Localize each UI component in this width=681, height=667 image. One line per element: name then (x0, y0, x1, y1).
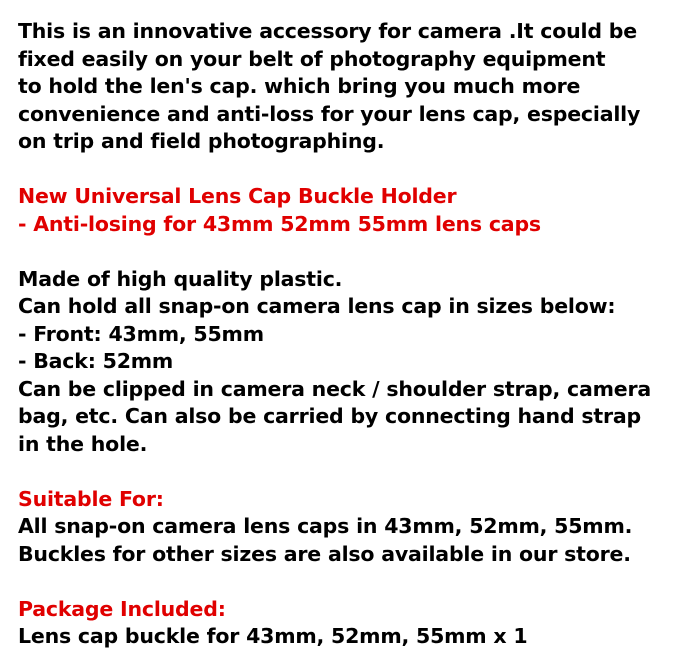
details-line: - Front: 43mm, 55mm (18, 321, 264, 346)
suitable-section (18, 486, 668, 569)
details-line: bag, etc. Can also be carried by connecting hand strap (18, 404, 641, 428)
suitable-line: All snap-on camera lens caps in 43mm, 52mm, 55mm. (18, 514, 633, 538)
product-title-line: New Universal Lens Cap Buckle Holder (18, 184, 457, 208)
product-description (18, 18, 668, 651)
intro-line: This is an innovative accessory for camera .It could be (18, 19, 637, 43)
package-line: Lens cap buckle for 43mm, 52mm, 55mm x 1 (18, 624, 528, 648)
suitable-line: Buckles for other sizes are also available in our store. (18, 541, 631, 566)
package-heading: Package Included: (18, 596, 226, 621)
product-title (18, 183, 668, 238)
intro-line: fixed easily on your belt of photography equipment (18, 46, 606, 71)
details-paragraph (18, 266, 668, 459)
details-line: Can hold all snap-on camera lens cap in sizes below: (18, 294, 616, 318)
details-line: - Back: 52mm (18, 349, 174, 373)
intro-line: on trip and field photographing. (18, 129, 385, 153)
package-section (18, 596, 668, 651)
details-line: in the hole. (18, 431, 148, 456)
product-subtitle-line: - Anti-losing for 43mm 52mm 55mm lens caps (18, 211, 541, 236)
suitable-heading: Suitable For: (18, 486, 164, 511)
intro-line: convenience and anti-loss for your lens cap, especially (18, 101, 641, 126)
details-line: Made of high quality plastic. (18, 266, 343, 291)
details-line: Can be clipped in camera neck / shoulder strap, camera (18, 376, 651, 401)
intro-line: to hold the len's cap. which bring you much more (18, 74, 581, 98)
intro-paragraph (18, 18, 668, 156)
